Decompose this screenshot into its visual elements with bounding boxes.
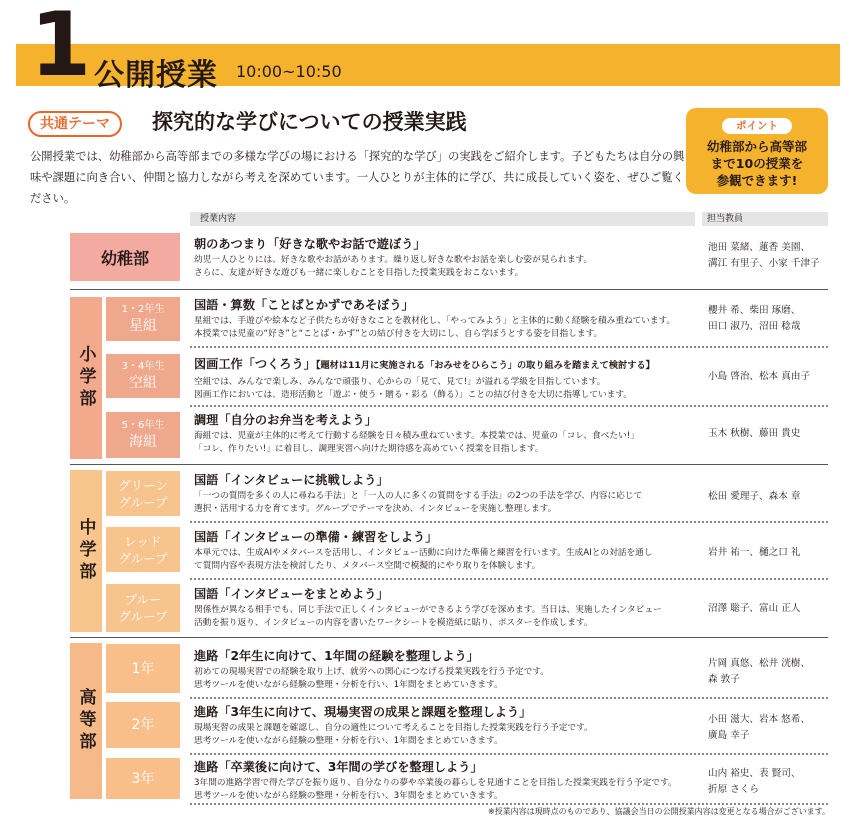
lesson-title: 朝のあつまり「好きな歌やお話で遊ぼう」 bbox=[194, 237, 426, 251]
row-divider bbox=[190, 697, 828, 699]
lesson-content bbox=[194, 297, 694, 341]
teachers: 玉木 秋樹、藤田 貴史 bbox=[708, 428, 801, 439]
lesson-desc: 「一つの質問を多くの人に尋ねる手法」と「一人の人に多くの質問をする手法」の2つの手法を学び、内容に応じて 選択・活用する力を育てます。グループでテーマを決め、インタビューを実施し整理します。 bbox=[194, 491, 643, 514]
teachers: 山内 裕史、表 賢司、 折原 さくら bbox=[708, 768, 801, 795]
group-cell: レッド グループ bbox=[106, 527, 180, 572]
group-cell: グリーン グループ bbox=[106, 471, 180, 516]
point-text: 幼稚部から高等部 まで10の授業を 参観できます! bbox=[706, 139, 807, 188]
group-cell: 1・2年生 星組 bbox=[106, 297, 180, 341]
lesson-title: 国語「インタビューの準備・練習をしよう」 bbox=[194, 530, 438, 544]
section-divider bbox=[70, 464, 828, 465]
teachers: 櫻井 希、柴田 琢磨、 田口 淑乃、沼田 稔哉 bbox=[708, 305, 801, 332]
teachers: 小田 滋大、岩本 悠希、 廣島 幸子 bbox=[708, 714, 811, 741]
lesson-title: 調理「自分のお弁当を考えよう」 bbox=[194, 413, 377, 427]
teachers: 岩井 祐一、樋之口 礼 bbox=[708, 547, 801, 558]
lesson-title: 進路「卒業後に向けて、3年間の学びを整理しよう」 bbox=[194, 760, 483, 774]
row-divider bbox=[190, 405, 828, 407]
lesson-desc: 幼児一人ひとりには、好きな歌やお話があります。繰り返し好きな歌やお話を楽しむ姿が見られます。 さらに、友達が好きな遊びも一緒に楽しむことを目指した授業実践をおこないます。 bbox=[194, 255, 593, 278]
lesson-desc: 空組では、みんなで楽しみ、みんなで頑張り、心からの「見て、見て!」が溢れる学級を目指しています。 図画工作においては、造形活動と「遊ぶ・使う・贈る・彩る（飾る）」ことの結び付きを大切に指導しています。 bbox=[194, 377, 633, 400]
lesson-desc: 3年間の進路学習で得た学びを振り返り、自分なりの夢や卒業後の暮らしを見通すことを目指した授業実践を行う予定です。 思考ツールを使いながら経験の整理・分析を行い、3年間をまとめていきます。 bbox=[194, 778, 677, 801]
lesson-desc: 星組では、手遊びや絵本など子供たちが好きなことを教材化し、「やってみよう」と主体的に動く経験を積み重ねています。 本授業では児童の“好き”と“ことば・かず”との結び付きを大切にし、自ら学ぼうとする姿を目指します。 bbox=[194, 316, 676, 339]
lesson-desc: 海組では、児童が主体的に考えて行動する経験を日々積み重ねています。本授業では、児童の「コレ、食べたい!」 「コレ、作りたい!」に着目し、調理実習へ向けた期待感を高めていく授業を目指します。 bbox=[194, 431, 639, 454]
footnote: ※授業内容は現時点のものであり、協議会当日の公開授業内容は変更となる場合がございます。 bbox=[487, 807, 830, 816]
lesson-content bbox=[194, 356, 694, 402]
row-divider bbox=[190, 578, 828, 580]
dept-kindergarten: 幼稚部 bbox=[70, 233, 180, 281]
session-time: 10:00~10:50 bbox=[236, 62, 342, 81]
theme-title: 探究的な学びについての授業実践 bbox=[152, 110, 467, 134]
page-title: 公開授業 bbox=[94, 58, 218, 93]
lesson-content bbox=[194, 412, 694, 456]
lesson-title: 進路「2年生に向けて、1年間の経験を整理しよう」 bbox=[194, 649, 479, 663]
intro-text: 公開授業では、幼稚部から高等部までの多様な学びの場における「探究的な学び」の実践をご紹介します。子どもたちは自分の興味や課題に向き合い、仲間と協力しながら考えを深めています。一人ひとりが主体的に学び、共に成長していく姿を、ぜひご覧ください。 bbox=[30, 150, 685, 205]
session-number: 1 bbox=[30, 0, 92, 96]
lesson-title: 国語・算数「ことばとかずであそぼう」 bbox=[194, 298, 414, 312]
lesson-content bbox=[194, 648, 694, 692]
lesson-content bbox=[194, 529, 694, 573]
lesson-desc: 現場実習の成果と課題を確認し、自分の適性について考えることを目指した授業実践を行う予定です。 思考ツールを使いながら経験の整理・分析を行い、1年間をまとめていきます。 bbox=[194, 723, 593, 746]
dept-junior: 中学部 bbox=[70, 470, 102, 632]
section-divider bbox=[70, 289, 828, 290]
row-divider bbox=[190, 803, 828, 805]
point-box bbox=[686, 108, 828, 194]
row-divider bbox=[190, 753, 828, 755]
teachers: 小島 啓治、松本 真由子 bbox=[708, 371, 811, 382]
lesson-desc: 初めての現場実習での経験を取り上げ、就労への関心につなげる授業実践を行う予定です。 思考ツールを使いながら経験の整理・分析を行い、1年間をまとめていきます。 bbox=[194, 667, 549, 690]
dept-elementary: 小学部 bbox=[70, 297, 102, 459]
lesson-title: 進路「3年生に向けて、現場実習の成果と課題を整理しよう」 bbox=[194, 705, 532, 719]
header-content: 授業内容 bbox=[190, 212, 695, 226]
lesson-desc: 関係性が異なる相手でも、同じ手法で正しくインタビューができるよう学びを深めます。当日は、実施したインタビュー 活動を振り返り、インタビューの内容を書いたワークシートを模造紙に貼り、ポスターを作成します。 bbox=[194, 605, 662, 628]
group-cell: 3年 bbox=[106, 758, 180, 799]
table-header bbox=[190, 212, 828, 226]
header-teacher: 担当教員 bbox=[702, 212, 828, 226]
lesson-content bbox=[194, 704, 694, 748]
lesson-content bbox=[194, 586, 694, 630]
group-cell: 5・6年生 海組 bbox=[106, 412, 180, 458]
teachers: 池田 菜緒、蓮香 美園、 溝江 有里子、小家 千津子 bbox=[708, 242, 820, 269]
row-divider bbox=[190, 521, 828, 523]
lesson-title: 図画工作「つくろう」【題材は11月に実施される「おみせをひらこう」の取り組みを踏まえて検討する】 bbox=[194, 357, 655, 371]
group-cell: 1年 bbox=[106, 644, 180, 693]
group-cell: 2年 bbox=[106, 702, 180, 748]
row-divider bbox=[190, 346, 828, 348]
teachers: 沼澤 聡子、富山 正人 bbox=[708, 603, 801, 614]
lesson-title: 国語「インタビューに挑戦しよう」 bbox=[194, 473, 389, 487]
dept-high: 高等部 bbox=[70, 643, 102, 799]
lesson-title: 国語「インタビューをまとめよう」 bbox=[194, 587, 389, 601]
teachers: 片岡 真悠、松井 洸樹、 森 敦子 bbox=[708, 658, 811, 685]
group-cell: 3・4年生 空組 bbox=[106, 354, 180, 398]
section-divider bbox=[70, 637, 828, 638]
theme-tag: 共通テーマ bbox=[28, 111, 122, 137]
teachers: 松田 愛理子、森本 章 bbox=[708, 491, 801, 502]
lesson-content bbox=[194, 759, 694, 803]
lesson-desc: 本単元では、生成AIやメタバースを活用し、インタビュー活動に向けた準備と練習を行います。生成AIとの対話を通し て質問内容や表現方法を検討したり、メタバース空間で模擬的にやり取りを体験します。 bbox=[194, 548, 653, 571]
group-cell: ブルー グループ bbox=[106, 584, 180, 632]
lesson-content bbox=[194, 472, 694, 516]
point-label: ポイント bbox=[722, 118, 792, 134]
lesson-content bbox=[194, 236, 694, 280]
